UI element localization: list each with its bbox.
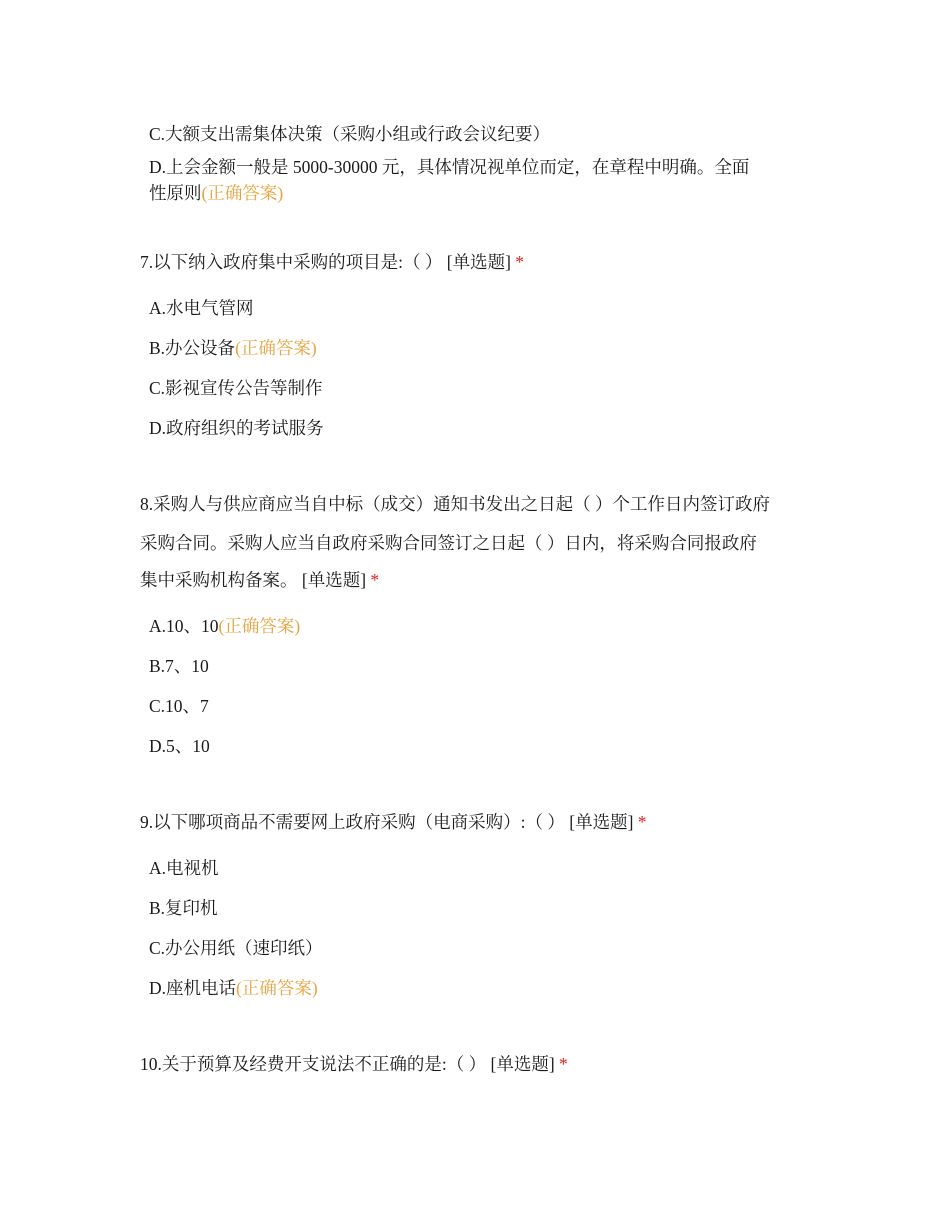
- q9-option-a: A.电视机: [149, 858, 219, 878]
- correct-answer-tag: (正确答案): [236, 978, 318, 998]
- q9-option-b: B.复印机: [149, 898, 218, 918]
- correct-answer-tag: (正确答案): [235, 338, 317, 358]
- q6-option-d-continued: 性原则(正确答案): [149, 183, 284, 203]
- q9-option-d: D.座机电话(正确答案): [149, 978, 318, 998]
- q9-title: 9.以下哪项商品不需要网上政府采购（电商采购）:（ ） [单选题] *: [140, 812, 647, 832]
- required-marker: *: [559, 1054, 568, 1074]
- q8-option-c: C.10、7: [149, 696, 209, 716]
- q8-title-line-2: 采购合同。采购人应当自政府采购合同签订之日起（ ）日内，将采购合同报政府: [140, 533, 757, 553]
- q8-title-line-1: 8.采购人与供应商应当自中标（成交）通知书发出之日起（ ）个工作日内签订政府: [140, 494, 770, 514]
- q8-option-a: A.10、10(正确答案): [149, 616, 301, 636]
- q10-title: 10.关于预算及经费开支说法不正确的是:（ ） [单选题] *: [140, 1054, 568, 1074]
- q7-option-c: C.影视宣传公告等制作: [149, 378, 323, 398]
- q8-option-b: B.7、10: [149, 656, 209, 676]
- required-marker: *: [515, 252, 525, 272]
- required-marker: *: [637, 812, 647, 832]
- q8-option-d: D.5、10: [149, 736, 210, 756]
- required-marker: *: [370, 570, 380, 590]
- correct-answer-tag: (正确答案): [218, 616, 301, 636]
- correct-answer-tag: (正确答案): [201, 183, 284, 203]
- q7-option-d: D.政府组织的考试服务: [149, 418, 324, 438]
- q7-option-a: A.水电气管网: [149, 298, 254, 318]
- q7-option-b: B.办公设备(正确答案): [149, 338, 317, 358]
- q9-option-c: C.办公用纸（速印纸）: [149, 938, 323, 958]
- q8-title-line-3: 集中采购机构备案。 [单选题] *: [140, 570, 380, 590]
- q6-option-d: D.上会金额一般是 5000-30000 元，具体情况视单位而定，在章程中明确。全面: [149, 157, 750, 177]
- q6-option-c: C.大额支出需集体决策（采购小组或行政会议纪要）: [149, 124, 551, 144]
- q7-title: 7.以下纳入政府集中采购的项目是:（ ） [单选题] *: [140, 252, 525, 272]
